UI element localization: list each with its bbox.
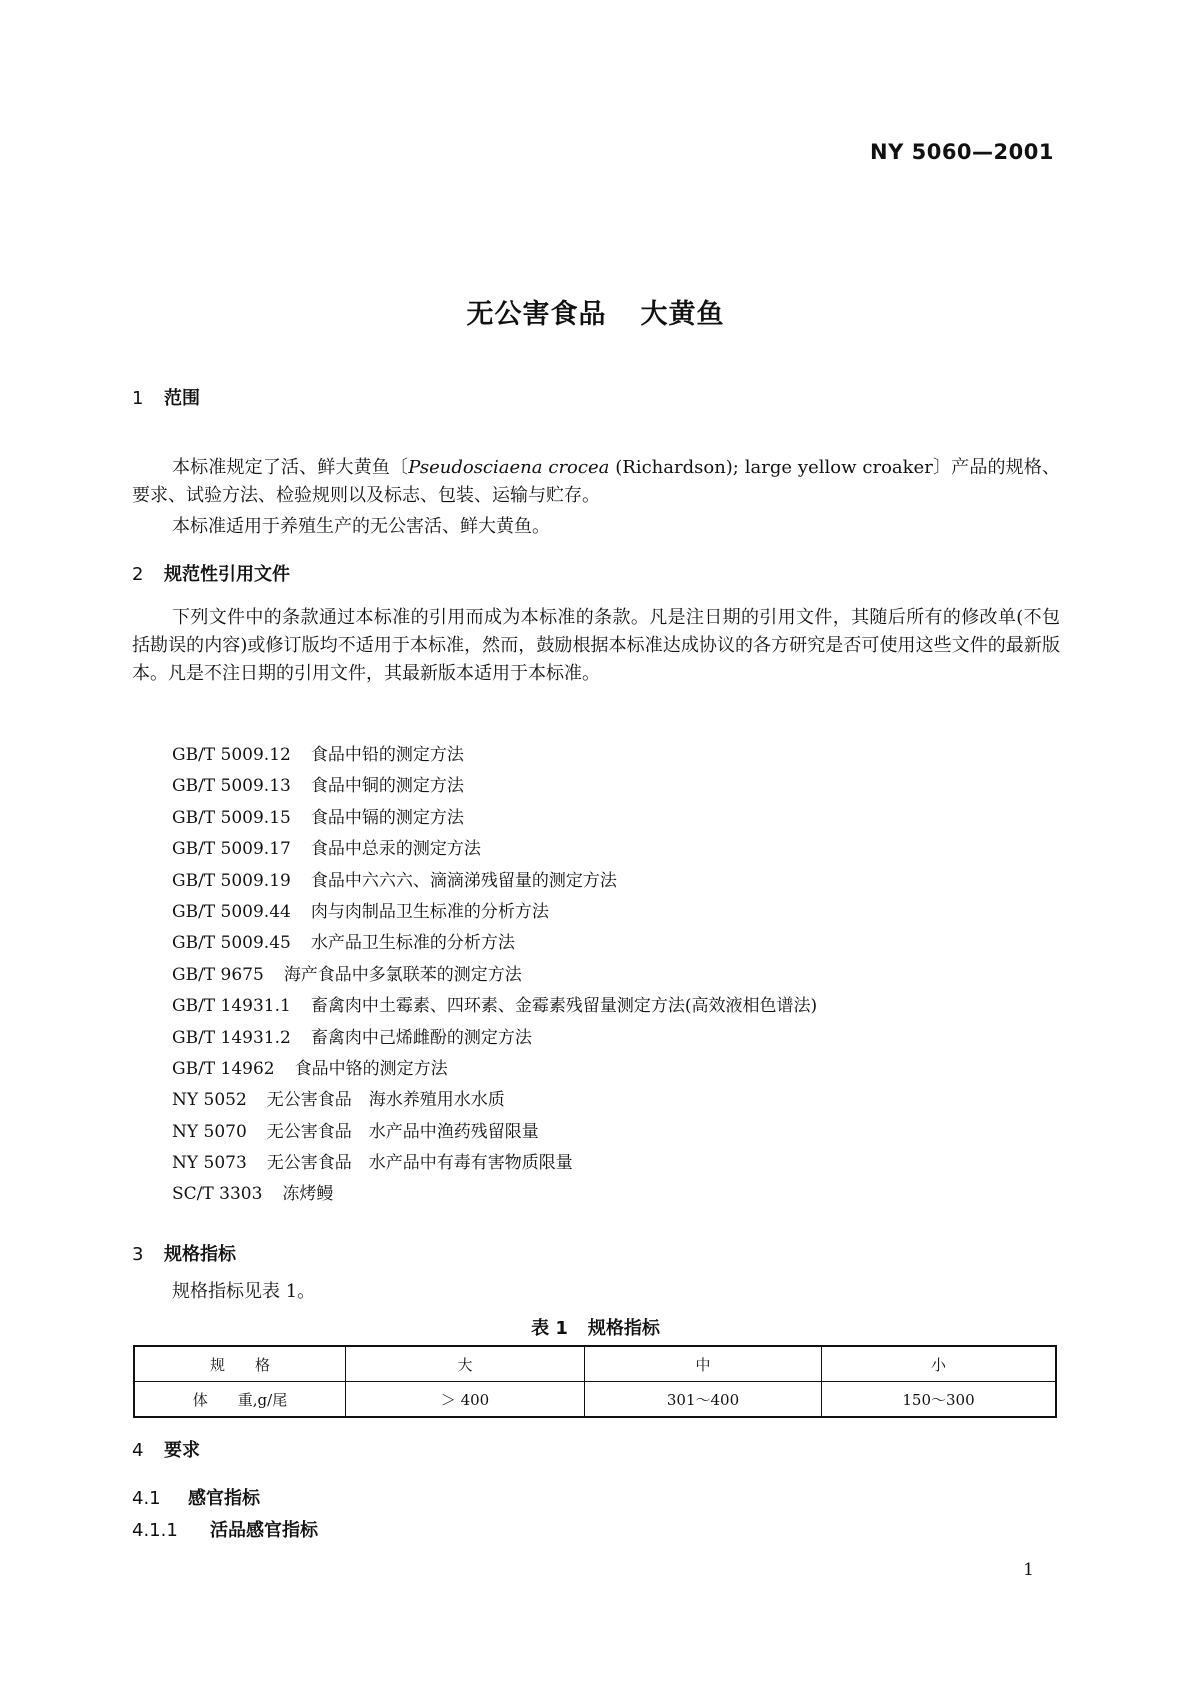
reference-title: 畜禽肉中土霉素、四环素、金霉素残留量测定方法(高效液相色谱法) (310, 996, 818, 1017)
reference-item (172, 991, 817, 1022)
page-number: 1 (1023, 1560, 1034, 1580)
reference-title: 无公害食品 海水养殖用水水质 (266, 1090, 505, 1111)
reference-title: 食品中铬的测定方法 (294, 1058, 448, 1079)
table-caption-title: 规格指标 (587, 1318, 660, 1339)
reference-item (172, 803, 817, 834)
section-4-1-heading (132, 1484, 260, 1510)
reference-item (172, 866, 817, 897)
section-2-number: 2 (132, 564, 144, 585)
table-cell: 301～400 (585, 1382, 822, 1418)
reference-item (172, 960, 817, 991)
title-part-2: 大黄鱼 (640, 299, 725, 330)
reference-code: NY 5052 (172, 1090, 247, 1111)
table-cell: ＞ 400 (346, 1382, 585, 1418)
section-1-heading (132, 384, 200, 410)
section-1-paragraph-2: 本标准适用于养殖生产的无公害活、鲜大黄鱼。 (172, 516, 550, 537)
reference-item (172, 928, 817, 959)
table-caption-number: 表 1 (531, 1318, 568, 1339)
reference-code: SC/T 3303 (172, 1184, 263, 1205)
reference-item (172, 1148, 817, 1179)
reference-title: 食品中镉的测定方法 (310, 807, 464, 828)
document-title (0, 292, 1191, 331)
reference-code: GB/T 14962 (172, 1058, 275, 1079)
reference-title: 畜禽肉中己烯雌酚的测定方法 (310, 1027, 532, 1048)
reference-code: GB/T 5009.45 (172, 933, 291, 954)
section-4-1-1-heading (132, 1516, 318, 1542)
section-2-heading (132, 560, 290, 586)
reference-code: GB/T 14931.2 (172, 1027, 291, 1048)
section-4-number: 4 (132, 1440, 144, 1461)
table-header-row (134, 1346, 1056, 1382)
section-3-heading (132, 1240, 236, 1266)
section-2-intro: 下列文件中的条款通过本标准的引用而成为本标准的条款。凡是注日期的引用文件，其随后所有的修改单(不包括勘误的内容)或修订版均不适用于本标准，然而，鼓励根据本标准达成协议的各方研究是否可使用这些文件的最新版本。凡是不注日期的引用文件，其最新版本适用于本标准。 (132, 607, 1060, 684)
section-1-paragraph-1 (132, 454, 1060, 510)
table-header-cell: 规 格 (134, 1346, 346, 1382)
section-3-number: 3 (132, 1244, 144, 1265)
reference-title: 食品中六六六、滴滴涕残留量的测定方法 (310, 870, 617, 891)
title-part-1: 无公害食品 (466, 299, 607, 330)
reference-code: GB/T 5009.15 (172, 807, 291, 828)
reference-title: 食品中铜的测定方法 (310, 776, 464, 797)
section-4-1-number: 4.1 (132, 1488, 161, 1509)
reference-title: 水产品卫生标准的分析方法 (310, 933, 515, 954)
reference-code: NY 5073 (172, 1153, 247, 1174)
section-4-1-1-title: 活品感官指标 (210, 1520, 318, 1541)
table-header-cell: 大 (346, 1346, 585, 1382)
reference-title: 食品中总汞的测定方法 (310, 839, 481, 860)
reference-item (172, 1085, 817, 1116)
table-header-cell: 中 (585, 1346, 822, 1382)
section-1-number: 1 (132, 388, 144, 409)
section-4-title: 要求 (164, 1440, 200, 1461)
reference-code: GB/T 14931.1 (172, 996, 291, 1017)
reference-code: GB/T 5009.12 (172, 745, 291, 765)
reference-code: GB/T 5009.17 (172, 839, 291, 860)
reference-item (172, 1179, 817, 1210)
reference-title: 海产食品中多氯联苯的测定方法 (283, 964, 522, 985)
spec-table (133, 1345, 1057, 1418)
section-2-title: 规范性引用文件 (164, 564, 290, 585)
reference-list (172, 740, 817, 1211)
standard-code: NY 5060—2001 (870, 140, 1054, 164)
scope-text-a: 本标准规定了活、鲜大黄鱼〔 (172, 457, 409, 478)
section-3-intro: 规格指标见表 1。 (172, 1281, 316, 1302)
section-3-title: 规格指标 (164, 1244, 236, 1265)
reference-code: NY 5070 (172, 1121, 247, 1142)
scope-text-b: (Richardson); large yellow croaker〕产品的规格、要求、试验方法、检验规则以及标志、包装、运输与贮存。 (132, 457, 1060, 506)
table-caption (0, 1314, 1191, 1340)
section-4-heading (132, 1436, 200, 1462)
reference-item (172, 740, 817, 771)
reference-title: 冻烤鳗 (282, 1184, 334, 1205)
reference-title: 食品中铅的测定方法 (310, 745, 464, 765)
reference-item (172, 834, 817, 865)
reference-title: 无公害食品 水产品中有毒有害物质限量 (266, 1153, 573, 1174)
section-4-1-title: 感官指标 (188, 1488, 260, 1509)
reference-item (172, 771, 817, 802)
reference-code: GB/T 9675 (172, 964, 264, 985)
reference-item (172, 1117, 817, 1148)
section-4-1-1-number: 4.1.1 (132, 1520, 178, 1541)
reference-code: GB/T 5009.13 (172, 776, 291, 797)
reference-item (172, 1023, 817, 1054)
reference-code: GB/T 5009.19 (172, 870, 291, 891)
reference-title: 无公害食品 水产品中渔药残留限量 (266, 1121, 539, 1142)
reference-item (172, 897, 817, 928)
table-cell: 150～300 (822, 1382, 1057, 1418)
reference-title: 肉与肉制品卫生标准的分析方法 (310, 901, 549, 922)
table-header-cell: 小 (822, 1346, 1057, 1382)
reference-item (172, 1054, 817, 1085)
reference-code: GB/T 5009.44 (172, 901, 291, 922)
table-row (134, 1382, 1056, 1418)
scope-species-name: Pseudosciaena crocea (408, 457, 610, 478)
table-cell: 体 重,g/尾 (134, 1382, 346, 1418)
section-1-title: 范围 (164, 388, 200, 409)
